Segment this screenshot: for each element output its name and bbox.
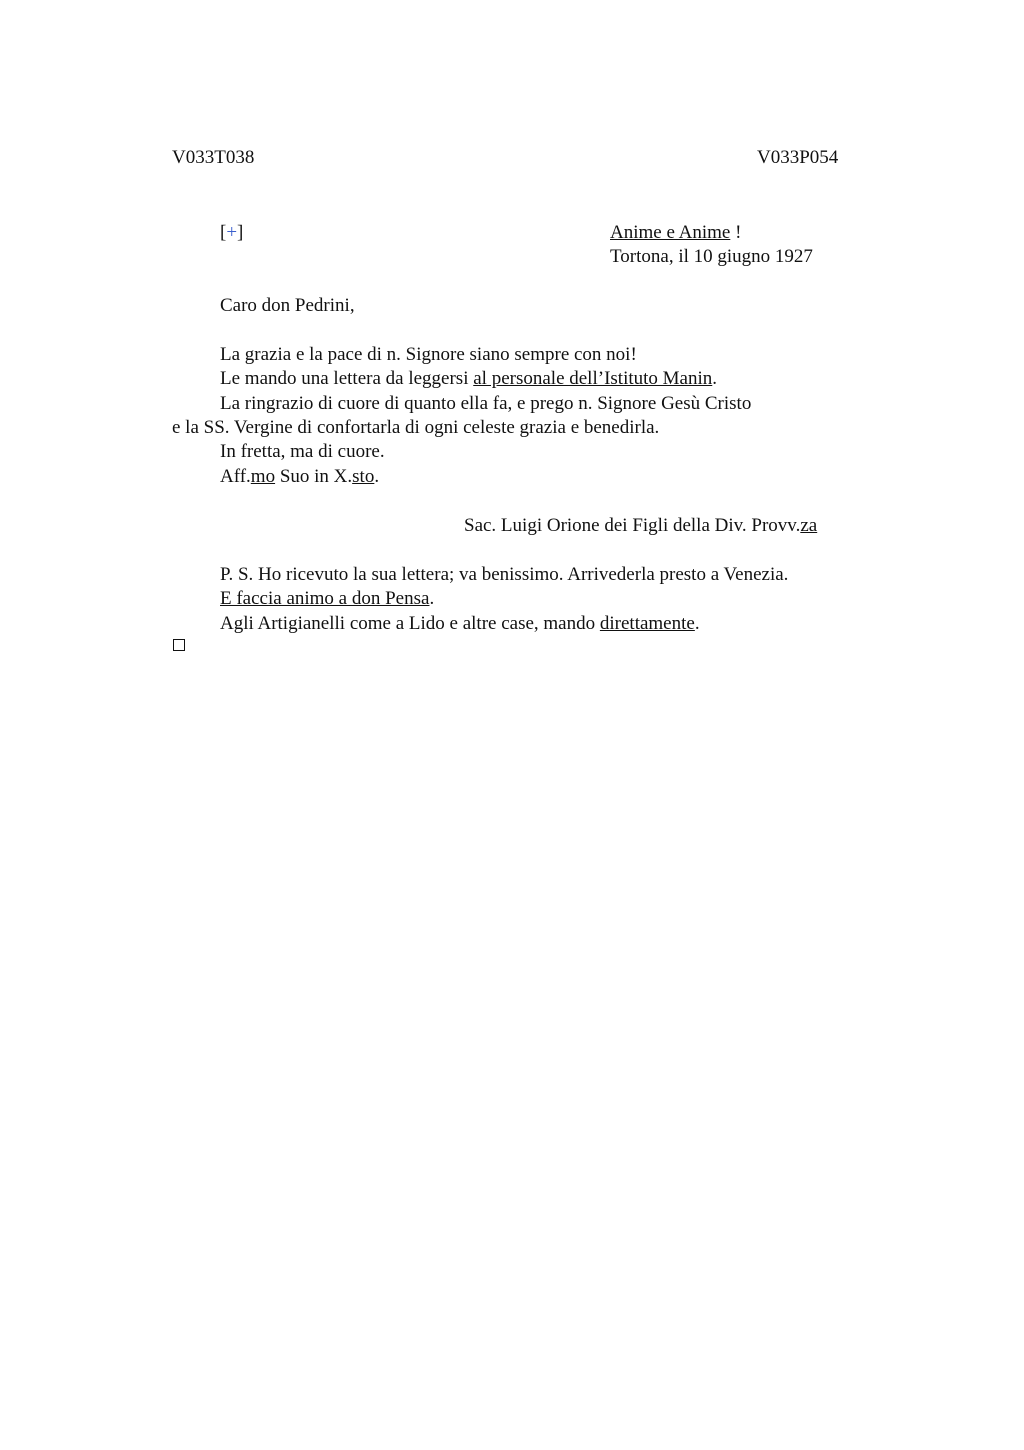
closing-suo: Suo in X.	[275, 466, 353, 487]
signature-text: Sac. Luigi Orione dei Figli della Div. Provv.	[464, 515, 801, 536]
postscript-line3	[220, 612, 700, 636]
letter-note-end: .	[712, 368, 718, 389]
letter-note-underlined: al personale dell’Istituto Manin	[473, 368, 713, 389]
closing	[220, 465, 379, 489]
closing-end: .	[374, 466, 380, 487]
closing-sto: sto	[352, 466, 375, 487]
paragraph-greeting: La grazia e la pace di n. Signore siano sempre con noi!	[220, 344, 637, 365]
letter-note-text: Le mando una lettera da leggersi	[220, 368, 474, 389]
right-document-code: V033P054	[757, 147, 839, 168]
postscript-line3-text: Agli Artigianelli come a Lido e altre case, mando	[220, 613, 600, 634]
cross-open-bracket: [	[220, 222, 227, 243]
postscript-direttamente-underlined: direttamente	[599, 613, 695, 634]
place-date: Tortona, il 10 giugno 1927	[610, 246, 813, 267]
signature	[464, 514, 817, 538]
motto-suffix: !	[730, 222, 742, 243]
cross-symbol	[220, 221, 243, 245]
postscript-line2-end: .	[429, 588, 435, 609]
closing-mo: mo	[250, 466, 276, 487]
paragraph-haste: In fretta, ma di cuore.	[220, 441, 385, 462]
signature-suffix: za	[800, 515, 818, 536]
postscript-line1: P. S. Ho ricevuto la sua lettera; va benissimo. Arrivederla presto a Venezia.	[220, 564, 789, 585]
cross-icon: +	[226, 222, 238, 243]
paragraph-letter-note	[220, 367, 717, 391]
cross-close-bracket: ]	[237, 222, 244, 243]
postscript-pensa-underlined: E faccia animo a don Pensa	[220, 588, 430, 609]
motto	[610, 221, 741, 245]
end-marker-box-icon	[173, 639, 185, 651]
salutation: Caro don Pedrini,	[220, 295, 355, 316]
paragraph-thanks-line1: La ringrazio di cuore di quanto ella fa, e prego n. Signore Gesù Cristo	[220, 393, 752, 414]
closing-aff: Aff.	[220, 466, 251, 487]
motto-text: Anime e Anime	[610, 222, 731, 243]
left-document-code: V033T038	[172, 147, 255, 168]
postscript-line2	[220, 587, 434, 611]
postscript-line3-end: .	[694, 613, 700, 634]
paragraph-thanks-line2: e la SS. Vergine di confortarla di ogni celeste grazia e benedirla.	[172, 417, 660, 438]
